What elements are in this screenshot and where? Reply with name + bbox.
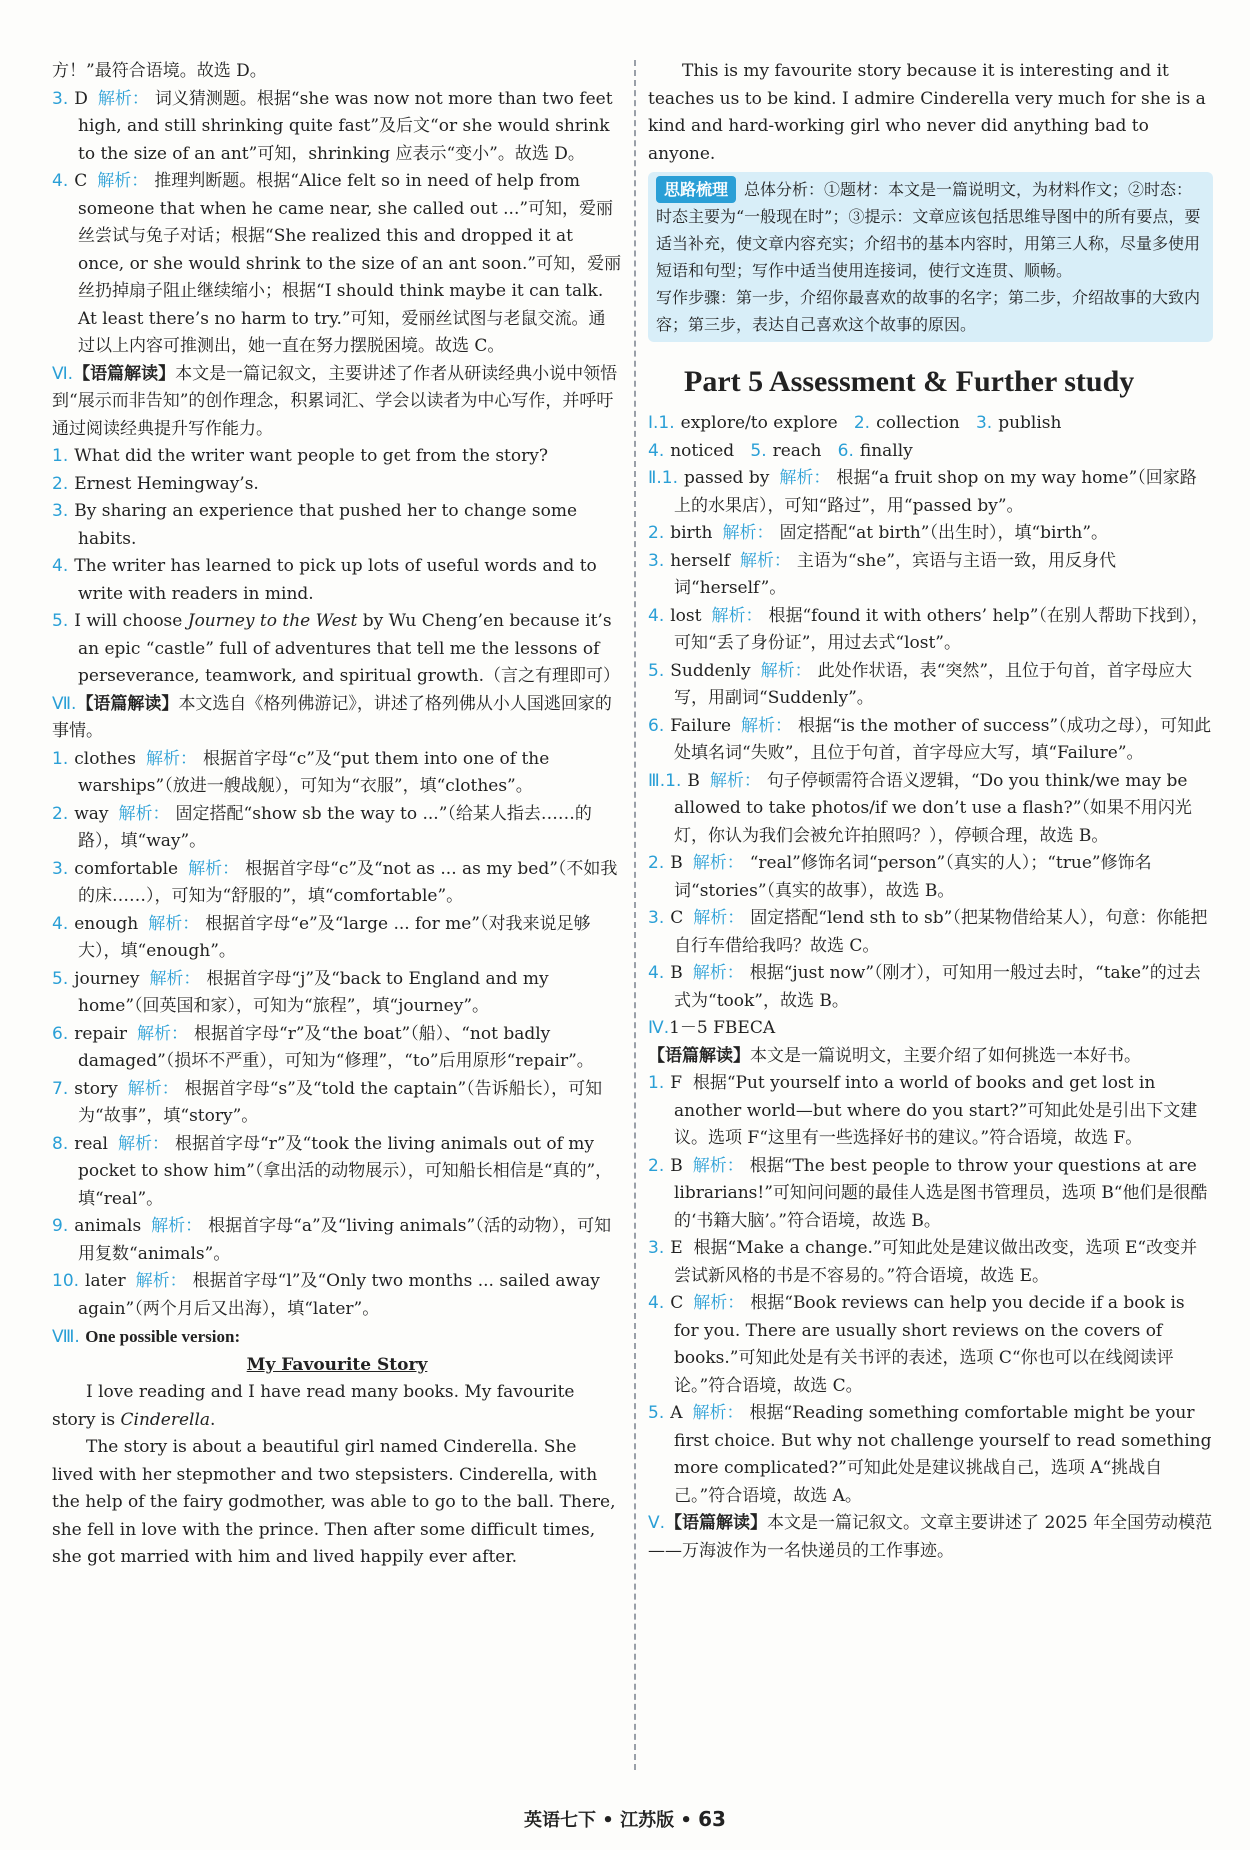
s4-answer-4: 4. C 解析： 根据“Book reviews can help you decide if a book is for you. There are usually short reviews on the covers of books.”可知此处是有关书评的表述，选项 C“你也可以在线阅读评论。”符合语境，故选 C。 (648, 1293, 1185, 1396)
essay-paragraph-2: The story is about a beautiful girl named Cinderella. She lived with her stepmother and two stepsisters. Cinderella, with the help of the fairy godmother, was able to go to the ball. There, she fell in love with the prince. Then after some difficult times, she got married with him and lived happily ever after. (52, 1437, 616, 1567)
s6-answer-5: 5. I will choose Journey to the West by Wu Cheng’en because it’s an epic “castle” full of adventures that tell me the lessons of perseverance, teamwork, and spiritual growth.（言之有理即可） (52, 611, 620, 686)
s6-answer-2: 2. Ernest Hemingway’s. (52, 473, 259, 494)
s6-answer-1: 1. What did the writer want people to get from the story? (52, 446, 548, 466)
section-1-row-2: 4. noticed 5. reach 6. finally (648, 440, 913, 461)
essay-paragraph-3: This is my favourite story because it is interesting and it teaches us to be kind. I admire Cinderella very much for she is a kind and hard-working girl who never did anything bad to anyone. (648, 61, 1206, 164)
s7-answer-10: 10. later 解析： 根据首字母“l”及“Only two months ... sailed away again”（两个月后又出海），填“later”。 (52, 1271, 600, 1319)
s7-answer-6: 6. repair 解析： 根据首字母“r”及“the boat”（船）、“not badly damaged”（损坏不严重），可知为“修理”，“to”后用原形“repair”。 (52, 1023, 594, 1071)
s4-answer-5: 5. A 解析： 根据“Reading something comfortable might be your first choice. But why not challenge yourself to read something more complicated?”可知此处是建议挑战自己，选项 A“挑战自己。”符合语境，故选 A。 (648, 1403, 1212, 1506)
s2-answer-1: Ⅱ.1. passed by 解析： 根据“a fruit shop on my way home”（回家路上的水果店），可知“路过”，用“passed by”。 (648, 468, 1197, 516)
answer-4: 4. C 解析： 推理判断题。根据“Alice felt so in need of help from someone that when he came near, she called out ...”可知，爱丽丝尝试与兔子对话；根据“She realized this and dropped it at once, or she would shrink to the size of an ant soon.”可知，爱丽丝扔掉扇子阻止继续缩小；根据“I should think maybe it can talk. At least there’s no harm to try.”可知，爱丽丝试图与老鼠交流。通过以上内容可推测出，她一直在努力摆脱困境。故选 C。 (52, 171, 622, 356)
column-divider (634, 60, 636, 1770)
section-5-intro: Ⅴ.【语篇解读】本文是一篇记叙文。文章主要讲述了 2025 年全国劳动模范——万海波作为一名快递员的工作事迹。 (648, 1513, 1213, 1561)
s7-answer-1: 1. clothes 解析： 根据首字母“c”及“put them into one of the warships”（放进一艘战舰），可知为“衣服”，填“clothes”。 (52, 748, 550, 796)
s2-answer-6: 6. Failure 解析： 根据“is the mother of success”（成功之母），可知此处填名词“失败”，且位于句首，首字母应大写，填“Failure”。 (648, 715, 1212, 763)
page-footer (0, 1806, 1250, 1835)
s7-answer-9: 9. animals 解析： 根据首字母“a”及“living animals”（活的动物），可知用复数“animals”。 (52, 1216, 612, 1264)
s6-answer-4: 4. The writer has learned to pick up lots of useful words and to write with readers in mind. (52, 556, 597, 604)
s4-answer-3: 3. E 根据“Make a change.”可知此处是建议做出改变，选项 E“改变并尝试新风格的书是不容易的。”符合语境，故选 E。 (648, 1238, 1198, 1286)
essay-paragraph-1: I love reading and I have read many books. My favourite story is Cinderella. (52, 1382, 575, 1430)
answer-3: 3. D 解析： 词义猜测题。根据“she was now not more than two feet high, and still shrinking quite fast”及后文“or she would shrink to the size of an ant”可知，shrinking 应表示“变小”。故选 D。 (52, 88, 613, 164)
section-6-intro: Ⅵ.【语篇解读】本文是一篇记叙文，主要讲述了作者从研读经典小说中领悟到“展示而非告知”的创作理念，积累词汇、学会以读者为中心写作，并呼吁通过阅读经典提升写作能力。 (52, 363, 618, 439)
s7-answer-4: 4. enough 解析： 根据首字母“e”及“large ... for me”（对我来说足够大），填“enough”。 (52, 913, 591, 961)
s3-answer-4: 4. B 解析： 根据“just now”（刚才），可知用一般过去时，“take”的过去式为“took”，故选 B。 (648, 963, 1201, 1011)
s2-answer-3: 3. herself 解析： 主语为“she”，宾语与主语一致，用反身代词“herself”。 (648, 550, 1117, 598)
s2-answer-5: 5. Suddenly 解析： 此处作状语，表“突然”，且位于句首，首字母应大写，用副词“Suddenly”。 (648, 660, 1193, 708)
thinking-outline-box: 思路梳理 总体分析：①题材：本文是一篇说明文，为材料作文；②时态：时态主要为“一般现在时”；③提示：文章应该包括思维导图中的所有要点，要适当补充，使文章内容充实；介绍书的基本内容时，用第三人称，尽量多使用短语和句型；写作中适当使用连接词，使行文连贯、顺畅。 写作步骤：第一步，介绍你最喜欢的故事的名字；第二步，介绍故事的大致内容；第三步，表达自己喜欢这个故事的原因。 (648, 172, 1213, 342)
s2-answer-4: 4. lost 解析： 根据“found it with others’ help”（在别人帮助下找到），可知“丢了身份证”，用过去式“lost”。 (648, 605, 1209, 653)
part-5-title: Part 5 Assessment & Further study (684, 365, 1135, 398)
section-8-intro: Ⅷ. One possible version: (52, 1327, 241, 1347)
s7-answer-8: 8. real 解析： 根据首字母“r”及“took the living animals out of my pocket to show him”（拿出活的动物展示），可知船长相信是“真的”，填“real”。 (52, 1133, 613, 1209)
page-number: 63 (698, 1807, 726, 1831)
s4-answer-1: 1. F 根据“Put yourself into a world of books and get lost in another world—but where do you start?”可知此处是引出下文建议。选项 F“这里有一些选择好书的建议。”符合语境，故选 F。 (648, 1073, 1198, 1148)
left-column (52, 58, 622, 1572)
s3-answer-1: Ⅲ.1. B 解析： 句子停顿需符合语义逻辑，“Do you think/we may be allowed to take photos/if we don’t use a flash?”（如果不用闪光灯，你认为我们会被允许拍照吗？），停顿合理，故选 B。 (648, 770, 1192, 846)
s7-answer-2: 2. way 解析： 固定搭配“show sb the way to ...”（给某人指去……的路），填“way”。 (52, 803, 592, 851)
essay-title: My Favourite Story (246, 1354, 428, 1375)
section-4-answers: Ⅳ.1－5 FBECA (648, 1018, 776, 1038)
left-line-0: 方！”最符合语境。故选 D。 (52, 61, 267, 81)
s2-answer-2: 2. birth 解析： 固定搭配“at birth”（出生时），填“birth”。 (648, 523, 1109, 543)
s3-answer-2: 2. B 解析： “real”修饰名词“person”（真实的人）；“true”修饰名词“stories”（真实的故事），故选 B。 (648, 853, 1152, 901)
s3-answer-3: 3. C 解析： 固定搭配“lend sth to sb”（把某物借给某人），句意：你能把自行车借给我吗？故选 C。 (648, 908, 1208, 956)
s6-answer-3: 3. By sharing an experience that pushed her to change some habits. (52, 501, 578, 549)
right-column (648, 58, 1213, 1565)
section-1-row-1: Ⅰ.1. explore/to explore 2. collection 3. publish (648, 413, 1062, 433)
footer-book-label: 英语七下 • 江苏版 • (524, 1810, 699, 1831)
section-7-intro: Ⅶ.【语篇解读】本文选自《格列佛游记》，讲述了格列佛从小人国逃回家的事情。 (52, 693, 612, 741)
s7-answer-3: 3. comfortable 解析： 根据首字母“c”及“not as ... as my bed”（不如我的床……），可知为“舒服的”，填“comfortable”。 (52, 858, 618, 906)
section-4-intro: 【语篇解读】本文是一篇说明文，主要介绍了如何挑选一本好书。 (648, 1045, 1141, 1066)
s4-answer-2: 2. B 解析： 根据“The best people to throw your questions at are librarians!”可知问问题的最佳人选是图书管理员，选项 B“他们是很酷的‘书籍大脑’。”符合语境，故选 B。 (648, 1155, 1208, 1231)
s7-answer-5: 5. journey 解析： 根据首字母“j”及“back to England and my home”（回英国和家），可知为“旅程”，填“journey”。 (52, 968, 549, 1016)
s7-answer-7: 7. story 解析： 根据首字母“s”及“told the captain”（告诉船长），可知为“故事”，填“story”。 (52, 1078, 603, 1126)
thinking-outline-tag: 思路梳理 (656, 176, 736, 203)
